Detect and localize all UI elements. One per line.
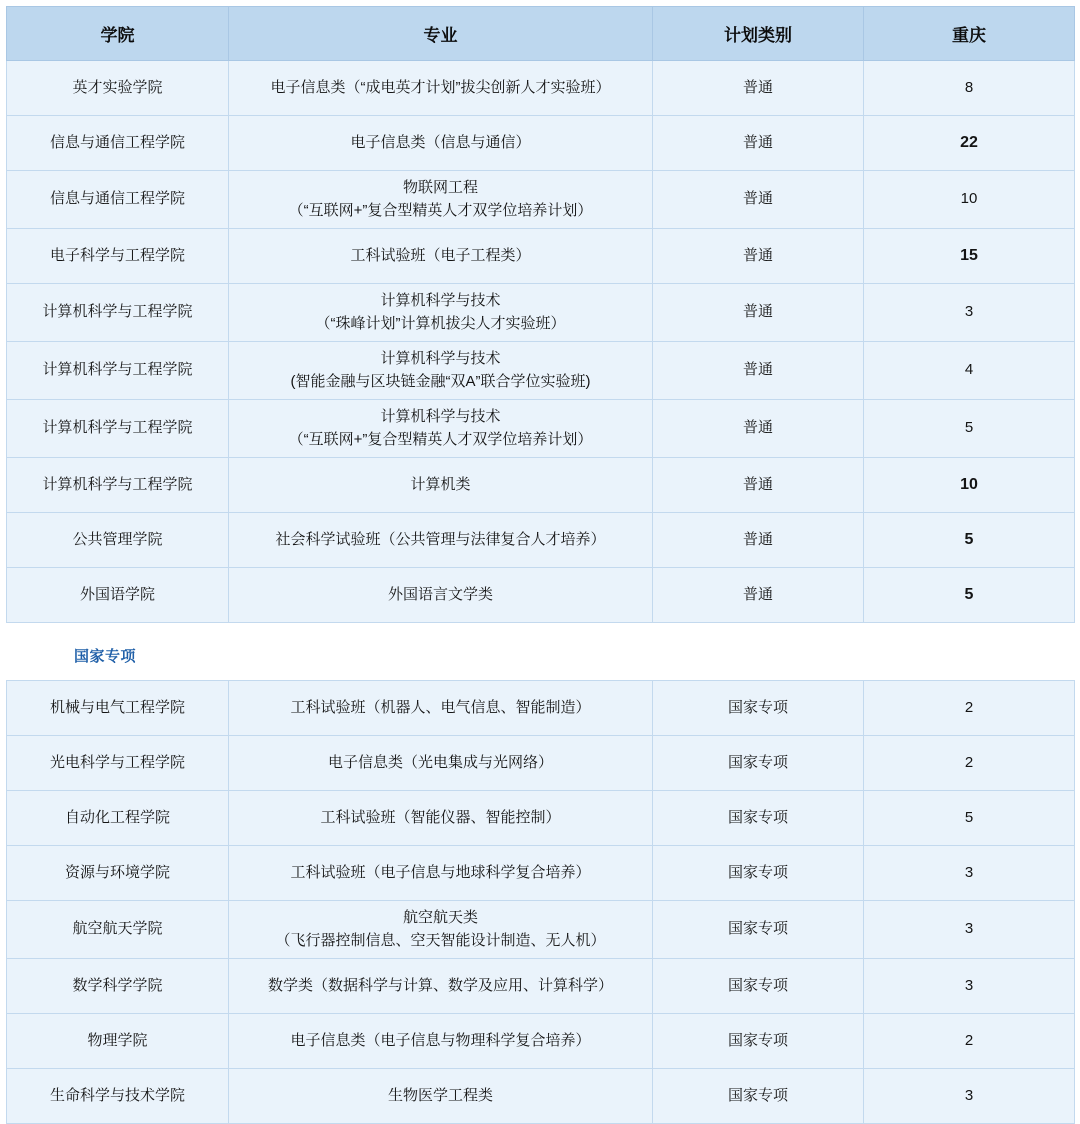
cell-category: 普通: [653, 568, 864, 623]
table-row: [7, 568, 1075, 623]
cell-major-line: （“互联网+”复合型精英人才双学位培养计划）: [288, 201, 593, 219]
cell-major-line: （飞行器控制信息、空天智能设计制造、无人机）: [275, 931, 606, 949]
table-row: [7, 681, 1075, 736]
table-body: [7, 681, 1075, 1124]
cell-category: 普通: [653, 284, 864, 342]
cell-major: 工科试验班（电子信息与地球科学复合培养）: [229, 846, 653, 901]
table-header-row: [7, 7, 1075, 61]
cell-category: 国家专项: [653, 681, 864, 736]
cell-major: 生物医学工程类: [229, 1069, 653, 1124]
cell-major-line: (智能金融与区块链金融“双A”联合学位实验班): [290, 372, 591, 390]
cell-count: 3: [864, 959, 1075, 1014]
cell-major: [229, 171, 653, 229]
cell-count: 10: [864, 171, 1075, 229]
cell-college: 光电科学与工程学院: [7, 736, 229, 791]
cell-college: 外国语学院: [7, 568, 229, 623]
table-row: [7, 284, 1075, 342]
cell-college: 计算机科学与工程学院: [7, 458, 229, 513]
cell-count: 15: [864, 229, 1075, 284]
table-row: [7, 342, 1075, 400]
cell-category: 普通: [653, 61, 864, 116]
cell-count: 5: [864, 513, 1075, 568]
cell-major: 数学类（数据科学与计算、数学及应用、计算科学）: [229, 959, 653, 1014]
cell-count: 5: [864, 400, 1075, 458]
cell-count: 2: [864, 681, 1075, 736]
cell-major: 电子信息类（电子信息与物理科学复合培养）: [229, 1014, 653, 1069]
cell-college: 数学科学学院: [7, 959, 229, 1014]
column-header-category: 计划类别: [653, 7, 864, 61]
cell-college: 计算机科学与工程学院: [7, 284, 229, 342]
cell-major: [229, 400, 653, 458]
cell-count: 5: [864, 791, 1075, 846]
table-row: [7, 959, 1075, 1014]
table-row: [7, 229, 1075, 284]
cell-college: 自动化工程学院: [7, 791, 229, 846]
cell-category: 国家专项: [653, 959, 864, 1014]
cell-count: 4: [864, 342, 1075, 400]
cell-count: 3: [864, 846, 1075, 901]
cell-major: 计算机类: [229, 458, 653, 513]
cell-count: 8: [864, 61, 1075, 116]
cell-major: 电子信息类（“成电英才计划”拔尖创新人才实验班）: [229, 61, 653, 116]
table-row: [7, 171, 1075, 229]
cell-category: 国家专项: [653, 791, 864, 846]
cell-category: 国家专项: [653, 1014, 864, 1069]
table-row: [7, 791, 1075, 846]
cell-college: 计算机科学与工程学院: [7, 342, 229, 400]
cell-count: 2: [864, 736, 1075, 791]
table-row: [7, 736, 1075, 791]
cell-major: 工科试验班（电子工程类）: [229, 229, 653, 284]
cell-count: 3: [864, 284, 1075, 342]
general-plan-table: [6, 6, 1075, 623]
cell-major: 社会科学试验班（公共管理与法律复合人才培养）: [229, 513, 653, 568]
cell-count: 5: [864, 568, 1075, 623]
cell-college: 电子科学与工程学院: [7, 229, 229, 284]
cell-college: 公共管理学院: [7, 513, 229, 568]
cell-count: 10: [864, 458, 1075, 513]
table-row: [7, 61, 1075, 116]
table-row: [7, 458, 1075, 513]
cell-major-line: 计算机科学与技术: [380, 350, 501, 367]
cell-count: 2: [864, 1014, 1075, 1069]
cell-category: 普通: [653, 342, 864, 400]
table-row: [7, 901, 1075, 959]
section-title-national-plan: 国家专项: [74, 648, 137, 665]
cell-major-line: 物联网工程: [402, 179, 478, 196]
table-row: [7, 846, 1075, 901]
cell-major-line: 计算机科学与技术: [380, 408, 501, 425]
cell-college: 资源与环境学院: [7, 846, 229, 901]
cell-category: 普通: [653, 513, 864, 568]
cell-college: 物理学院: [7, 1014, 229, 1069]
cell-major: [229, 901, 653, 959]
enrollment-plan-page: [0, 6, 1080, 1124]
table-body: [7, 61, 1075, 623]
cell-category: 普通: [653, 400, 864, 458]
cell-major: 电子信息类（光电集成与光网络）: [229, 736, 653, 791]
cell-college: 英才实验学院: [7, 61, 229, 116]
cell-college: 信息与通信工程学院: [7, 171, 229, 229]
cell-college: 信息与通信工程学院: [7, 116, 229, 171]
cell-major-line: 计算机科学与技术: [380, 292, 501, 309]
table-row: [7, 1014, 1075, 1069]
cell-major: [229, 342, 653, 400]
cell-category: 国家专项: [653, 736, 864, 791]
national-plan-table: [6, 680, 1075, 1124]
cell-count: 3: [864, 1069, 1075, 1124]
cell-category: 普通: [653, 458, 864, 513]
cell-college: 机械与电气工程学院: [7, 681, 229, 736]
cell-college: 计算机科学与工程学院: [7, 400, 229, 458]
cell-major-line: （“互联网+”复合型精英人才双学位培养计划）: [288, 430, 593, 448]
cell-major: [229, 284, 653, 342]
table-row: [7, 116, 1075, 171]
cell-category: 国家专项: [653, 901, 864, 959]
table-row: [7, 1069, 1075, 1124]
cell-major: 工科试验班（机器人、电气信息、智能制造）: [229, 681, 653, 736]
table-row: [7, 513, 1075, 568]
cell-category: 普通: [653, 171, 864, 229]
cell-major-line: （“珠峰计划”计算机拔尖人才实验班）: [315, 314, 566, 332]
column-header-college: 学院: [7, 7, 229, 61]
column-header-major: 专业: [229, 7, 653, 61]
cell-college: 生命科学与技术学院: [7, 1069, 229, 1124]
column-header-region: 重庆: [864, 7, 1075, 61]
cell-category: 国家专项: [653, 846, 864, 901]
cell-major-line: 航空航天类: [402, 909, 478, 926]
cell-college: 航空航天学院: [7, 901, 229, 959]
cell-category: 普通: [653, 229, 864, 284]
cell-major: 电子信息类（信息与通信）: [229, 116, 653, 171]
cell-major: 外国语言文学类: [229, 568, 653, 623]
cell-count: 3: [864, 901, 1075, 959]
cell-count: 22: [864, 116, 1075, 171]
table-row: [7, 400, 1075, 458]
cell-category: 国家专项: [653, 1069, 864, 1124]
cell-category: 普通: [653, 116, 864, 171]
cell-major: 工科试验班（智能仪器、智能控制）: [229, 791, 653, 846]
table-header: [7, 7, 1075, 61]
